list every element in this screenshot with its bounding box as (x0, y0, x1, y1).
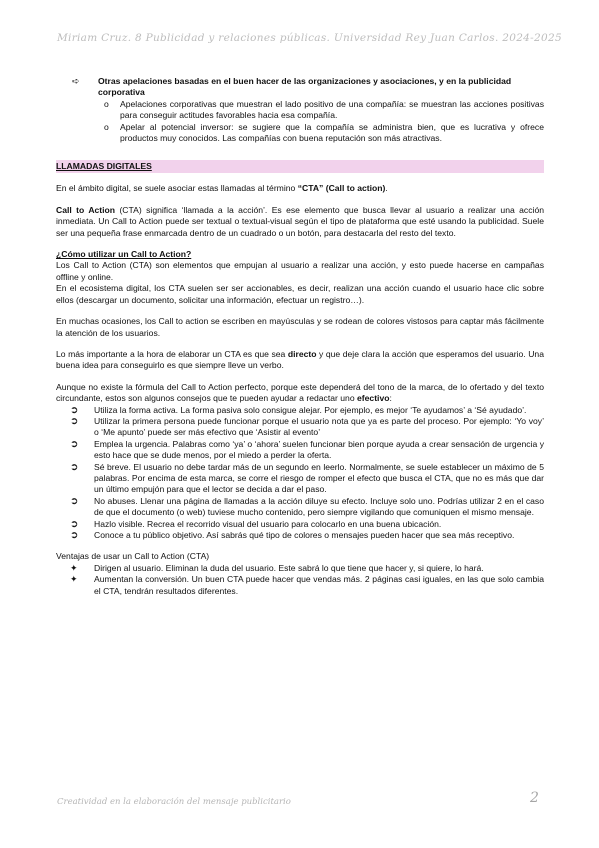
page-header: Miriam Cruz. 8 Publicidad y relaciones públicas. Universidad Rey Juan Carlos. 2024-2025 (57, 32, 562, 44)
page-number: 2 (530, 790, 539, 806)
tip-item: ➲ Sé breve. El usuario no debe tardar más de un segundo en leerlo. Normalmente, se suele establecer un máximo de 5 palabras. Por encima de esta marca, se corre el riesgo de romper el efecto que busca el CTA, que no es más que dar un último empujón para que el lector se decida a dar el paso. (70, 461, 544, 495)
tip-item: ➲ Hazlo visible. Recrea el recorrido visual del usuario para colocarlo en una buena ubicación. (70, 518, 442, 530)
circle-bullet-icon: o (104, 121, 109, 132)
sub-list-item (104, 122, 544, 145)
advantages-heading: Ventajas de usar un Call to Action (CTA) (56, 551, 210, 562)
star-bullet-icon: ✦ (70, 562, 78, 573)
uppercase-paragraph: En muchas ocasiones, los Call to action se escriben en mayúsculas y se rodean de colores vistosos para captar más fácilmente la atención de los usuarios. (56, 316, 544, 338)
arrow-bullet-icon: ➲ (70, 530, 79, 541)
how-to-heading: ¿Cómo utilizar un Call to Action? (56, 249, 192, 260)
sub-list-item-text: Apelar al potencial inversor: se sugiere que la compañía se administra bien, que es lucrativa y ofrece productos muy conocidos. Las compañías con buena reputación son más atractivas. (120, 121, 544, 144)
tip-item: ➲ Utilizar la primera persona puede funcionar porque el usuario nota que ya es parte del proceso. Por ejemplo: ‘Yo voy’ o ‘Me apunto’ puede ser más efectivo que ‘Asistir al evento’ (70, 415, 544, 438)
arrow-bullet-icon: ➲ (70, 495, 79, 507)
circle-bullet-icon: o (104, 98, 109, 109)
arrow-bullet-icon: ➲ (70, 415, 79, 427)
arrow-bullet-icon: ➲ (70, 461, 79, 473)
tip-item: ➲ Emplea la urgencia. Palabras como ‘ya’ o ‘ahora’ suelen funcionar bien porque ayuda a crear sensación de urgencia y esto hace que se dude menos, por el miedo a perder la oferta. (70, 438, 544, 461)
arrow-bullet-icon: ➲ (70, 518, 79, 530)
advantage-item: ✦ Dirigen al usuario. Eliminan la duda del usuario. Este sabrá lo que tiene que hacer y, si quiere, lo hará. (70, 562, 484, 573)
page-footer: Creatividad en la elaboración del mensaje publicitario (57, 797, 291, 807)
definition-paragraph: Call to Action (CTA) significa ‘llamada a la acción’. Es ese elemento que busca llevar al usuario a realizar una acción inmediata. Un Call to Action puede ser textual o textual-visual según el tipo de plataforma que esté usando la publicidad. Suele ser una pequeña frase enmarcada dentro de un cuadrado o un botón, para destacarla del resto del texto. (56, 204, 544, 238)
arrow-bullet-icon: ➲ (70, 404, 79, 416)
intro-paragraph: En el ámbito digital, se suele asociar estas llamadas al término “CTA” (Call to action). (56, 183, 388, 194)
section-title: LLAMADAS DIGITALES (56, 161, 152, 172)
tip-item: ➲ No abuses. Llenar una página de llamadas a la acción diluye su efecto. Incluye solo uno. Podrías utilizar 2 en el caso de que el documento (o web) tuviese mucho contenido, pero siempre vigilando que comuniquen el mismo mensaje. (70, 495, 544, 518)
section-heading-bar (56, 160, 544, 173)
advantage-item: ✦ Aumentan la conversión. Un buen CTA puede hacer que vendas más. 2 páginas casi iguales, en las que solo cambia el CTA, tendrán resultados diferentes. (70, 574, 544, 596)
tip-item: ➲ Conoce a tu público objetivo. Así sabrás qué tipo de colores o mensajes pueden hacer que sea más receptivo. (70, 530, 515, 541)
arrow-bullet-icon: ➪ (72, 76, 80, 86)
important-paragraph: Lo más importante a la hora de elaborar un CTA es que sea directo y que deje clara la acción que esperamos del usuario. Una buena idea para conseguirlo es que siempre lleve un verbo. (56, 348, 544, 371)
how-to-paragraph-2: En el ecosistema digital, los CTA suelen ser ser accionables, es decir, realizan una acción cuando el usuario hace clic sobre ellos (descargar un documento, solicitar una información, efectuar un registro…). (56, 283, 544, 305)
list-item-title: Otras apelaciones basadas en el buen hacer de las organizaciones y asociaciones, y en la publicidad corporativa (98, 76, 512, 98)
tip-item: ➲ Utiliza la forma activa. La forma pasiva solo consigue alejar. Por ejemplo, es mejor ‘Te ayudamos’ a ‘Sé ayudado’. (70, 404, 527, 416)
formula-paragraph: Aunque no existe la fórmula del Call to Action perfecto, porque este dependerá del tono de la marca, de lo ofertado y del texto circundante, estos son algunos consejos que te pueden ayudar a redactar uno efectivo: (56, 381, 544, 404)
how-to-paragraph-1: Los Call to Action (CTA) son elementos que empujan al usuario a realizar una acción, y esto puede hacerse en campañas offline y online. (56, 260, 544, 282)
page-content (56, 76, 544, 597)
arrow-bullet-icon: ➲ (70, 438, 79, 450)
list-item-corporate-appeals (70, 76, 544, 99)
sub-list-item (104, 99, 544, 122)
sub-list-item-text: Apelaciones corporativas que muestran el lado positivo de una compañía: se muestran las acciones positivas para conseguir actitudes favorables hacia esa compañía. (120, 98, 544, 121)
star-bullet-icon: ✦ (70, 574, 78, 585)
